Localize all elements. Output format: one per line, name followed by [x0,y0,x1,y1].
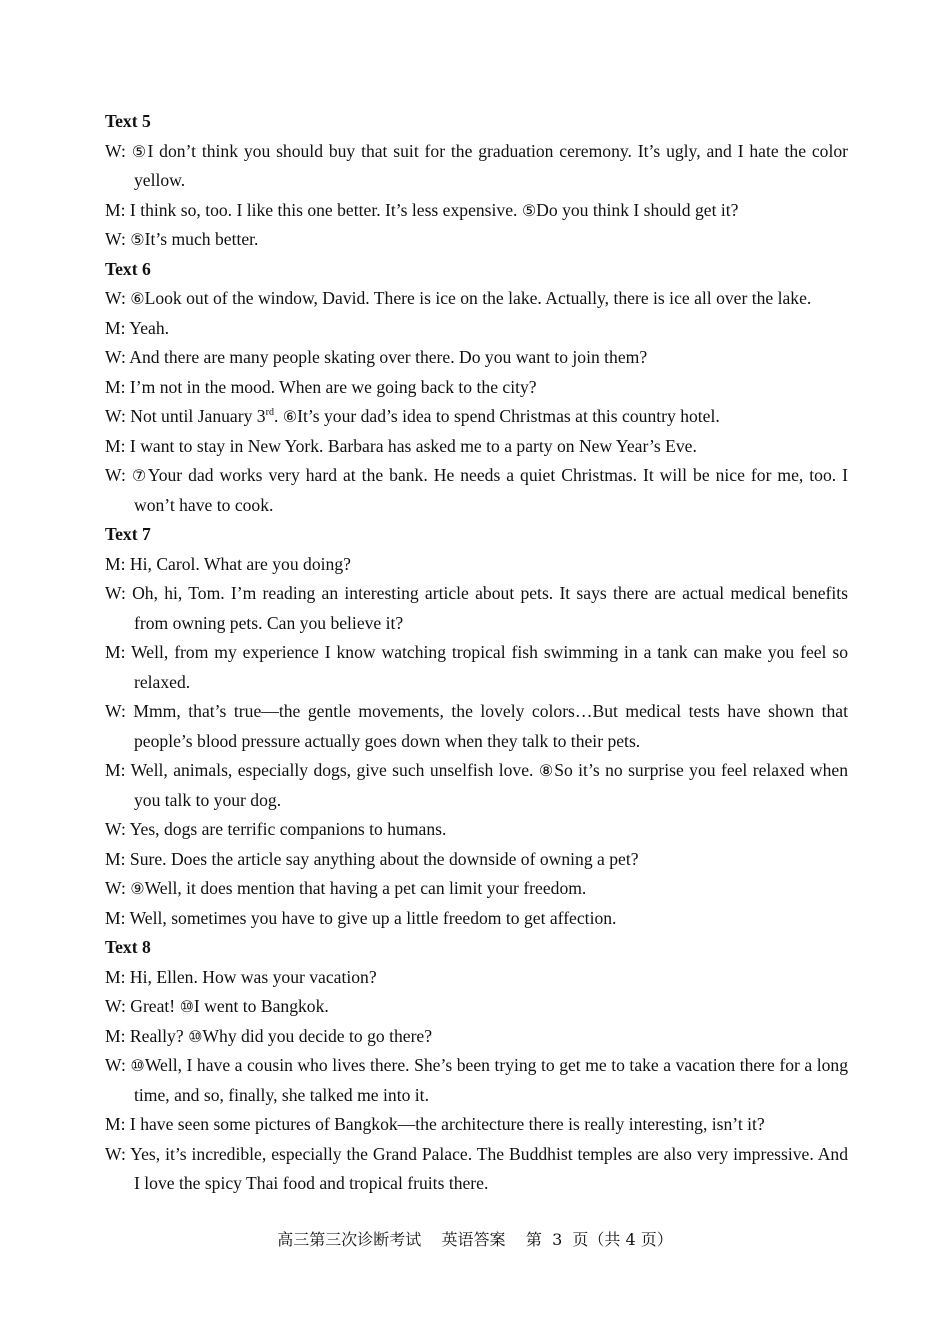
dialogue-line: M: Well, from my experience I know watching tropical fish swimming in a tank can make you feel so relaxed. [105,642,848,692]
dialogue-line: W: ⑥Look out of the window, David. There is ice on the lake. Actually, there is ice all over the lake. [105,288,812,308]
dialogue-line: W: Oh, hi, Tom. I’m reading an interesting article about pets. It says there are actual medical benefits from owning pets. Can you believe it? [105,583,848,633]
transcript [105,107,848,1199]
dialogue-line: M: Well, sometimes you have to give up a little freedom to get affection. [105,907,617,928]
dialogue-line: W: ⑤It’s much better. [105,229,259,249]
dialogue-line: W: ⑤I don’t think you should buy that suit for the graduation ceremony. It’s ugly, and I hate the color yellow. [105,140,849,190]
page-footer: 高三第三次诊断考试 英语答案 第 3 页（共 4 页） [277,1230,673,1249]
dialogue-line: W: Yes, it’s incredible, especially the Grand Palace. The Buddhist temples are also very impressive. And I love the spicy Thai food and tropical fruits there. [105,1143,848,1193]
dialogue-line: M: I have seen some pictures of Bangkok—the architecture there is really interesting, isn’t it? [105,1114,765,1134]
dialogue-line: W: Not until January 3rd. ⑥It’s your dad’s idea to spend Christmas at this country hotel. [105,406,720,426]
section-heading: Text 6 [105,258,151,279]
section-heading: Text 8 [105,937,151,957]
dialogue-line: M: Really? ⑩Why did you decide to go there? [105,1025,433,1046]
dialogue-line: W: And there are many people skating over there. Do you want to join them? [105,347,648,367]
dialogue-line: W: ⑨Well, it does mention that having a pet can limit your freedom. [105,878,587,898]
dialogue-line: W: Yes, dogs are terrific companions to humans. [105,819,447,839]
dialogue-line: M: I want to stay in New York. Barbara has asked me to a party on New Year’s Eve. [105,435,697,456]
dialogue-line: M: I’m not in the mood. When are we going back to the city? [105,376,537,397]
section-heading: Text 5 [105,111,151,131]
dialogue-line: M: Hi, Carol. What are you doing? [105,553,351,574]
dialogue-line: M: Sure. Does the article say anything about the downside of owning a pet? [105,848,639,869]
section-heading: Text 7 [105,524,151,544]
dialogue-line: M: Yeah. [105,317,170,338]
dialogue-line: W: Mmm, that’s true—the gentle movements, the lovely colors…But medical tests have shown that people’s blood pressure actually goes down when they talk to their pets. [105,701,848,751]
dialogue-line: W: ⑦Your dad works very hard at the bank. He needs a quiet Christmas. It will be nice for me, too. I won’t have to cook. [105,465,848,515]
dialogue-line: W: Great! ⑩I went to Bangkok. [105,996,329,1016]
dialogue-line: M: I think so, too. I like this one better. It’s less expensive. ⑤Do you think I should get it? [105,199,739,220]
dialogue-line: M: Well, animals, especially dogs, give such unselfish love. ⑧So it’s no surprise you feel relaxed when you talk to your dog. [105,760,848,810]
dialogue-line: W: ⑩Well, I have a cousin who lives there. She’s been trying to get me to take a vacation there for a long time, and so, finally, she talked me into it. [105,1055,849,1105]
dialogue-line: M: Hi, Ellen. How was your vacation? [105,966,377,987]
